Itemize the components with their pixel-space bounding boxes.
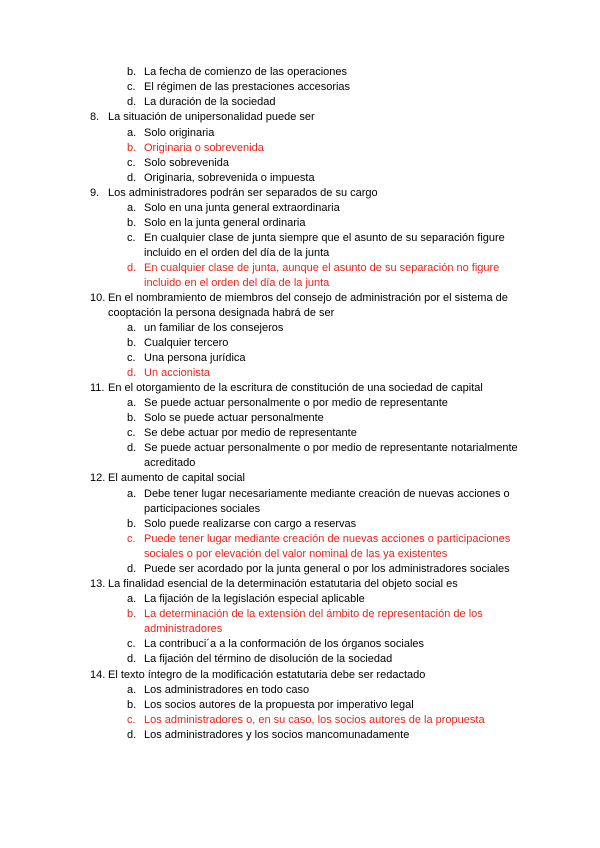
- option-letter: c.: [127, 157, 136, 169]
- option-text: Solo se puede actuar personalmente: [144, 412, 324, 424]
- option-letter: a.: [127, 593, 137, 605]
- option-letter: b.: [127, 66, 137, 78]
- option-letter: c.: [127, 714, 136, 726]
- option-letter: c.: [127, 232, 136, 244]
- option-text: Un accionista: [144, 367, 211, 379]
- option-letter: b.: [127, 412, 137, 424]
- option-text: La fecha de comienzo de las operaciones: [144, 66, 348, 78]
- option-text: incluido en el orden del día de la junta: [144, 247, 330, 259]
- option-letter: d.: [127, 172, 137, 184]
- option-letter: d.: [127, 563, 137, 575]
- option-letter: c.: [127, 533, 136, 545]
- option-letter: d.: [127, 729, 137, 741]
- option-letter: d.: [127, 442, 137, 454]
- question-number: 11.: [90, 382, 105, 394]
- question-number: 10.: [90, 292, 106, 304]
- option-text: Una persona jurídica: [144, 352, 246, 364]
- option-letter: d.: [127, 262, 137, 274]
- option-text: La contribuci´a a la conformación de los órganos sociales: [144, 638, 425, 650]
- option-letter: b.: [127, 699, 137, 711]
- question-text: En el nombramiento de miembros del consejo de administración por el sistema de: [108, 292, 508, 304]
- option-text: administradores: [144, 623, 223, 635]
- option-letter: c.: [127, 638, 136, 650]
- option-text: El régimen de las prestaciones accesorias: [144, 81, 351, 93]
- option-text: En cualquier clase de junta, aunque el asunto de su separación no figure: [144, 262, 500, 274]
- option-text: La duración de la sociedad: [144, 96, 276, 108]
- option-letter: d.: [127, 96, 137, 108]
- question-number: 8.: [90, 111, 100, 123]
- option-text: Solo en la junta general ordinaria: [144, 217, 306, 229]
- option-text: participaciones sociales: [144, 503, 261, 515]
- option-text: La fijación del término de disolución de la sociedad: [144, 653, 393, 665]
- question-text: La situación de unipersonalidad puede ser: [108, 111, 315, 123]
- option-text: Se debe actuar por medio de representante: [144, 427, 357, 439]
- option-letter: d.: [127, 367, 137, 379]
- option-text: Originaria, sobrevenida o impuesta: [144, 172, 315, 184]
- option-text: Solo sobrevenida: [144, 157, 230, 169]
- option-text: Los administradores y los socios mancomunadamente: [144, 729, 410, 741]
- option-letter: b.: [127, 337, 137, 349]
- option-text: incluido en el orden del día de la junta: [144, 277, 330, 289]
- question-number: 14.: [90, 669, 106, 681]
- question-text: cooptación la persona designada habrá de ser: [108, 307, 335, 319]
- option-letter: c.: [127, 427, 136, 439]
- option-text: Solo originaria: [144, 127, 215, 139]
- question-text: El aumento de capital social: [108, 472, 245, 484]
- option-text: Puede ser acordado por la junta general o por los administradores sociales: [144, 563, 510, 575]
- option-text: sociales o por elevación del valor nominal de las ya existentes: [144, 548, 448, 560]
- option-text: La fijación de la legislación especial aplicable: [144, 593, 365, 605]
- question-text: La finalidad esencial de la determinación estatutaria del objeto social es: [108, 578, 458, 590]
- question-number: 9.: [90, 187, 100, 199]
- option-text: Los administradores en todo caso: [144, 684, 310, 696]
- option-text: Los socios autores de la propuesta por imperativo legal: [144, 699, 414, 711]
- option-letter: a.: [127, 322, 137, 334]
- option-text: Se puede actuar personalmente o por medio de representante: [144, 397, 448, 409]
- option-letter: a.: [127, 127, 137, 139]
- option-letter: a.: [127, 397, 137, 409]
- option-text: un familiar de los consejeros: [144, 322, 284, 334]
- option-letter: a.: [127, 488, 137, 500]
- option-letter: b.: [127, 518, 137, 530]
- option-letter: c.: [127, 81, 136, 93]
- option-text: Los administradores o, en su caso, los socios autores de la propuesta: [144, 714, 485, 726]
- option-text: Debe tener lugar necesariamente mediante creación de nuevas acciones o: [144, 488, 510, 500]
- option-letter: c.: [127, 352, 136, 364]
- option-letter: b.: [127, 608, 137, 620]
- question-text: En el otorgamiento de la escritura de constitución de una sociedad de capital: [108, 382, 483, 394]
- question-text: El texto íntegro de la modificación estatutaria debe ser redactado: [108, 669, 426, 681]
- option-text: La determinación de la extensión del ámbito de representación de los: [144, 608, 483, 620]
- option-letter: a.: [127, 202, 137, 214]
- question-text: Los administradores podrán ser separados de su cargo: [108, 187, 378, 199]
- option-letter: d.: [127, 653, 137, 665]
- option-text: Se puede actuar personalmente o por medio de representante notarialmente: [144, 442, 518, 454]
- option-text: Solo en una junta general extraordinaria: [144, 202, 340, 214]
- question-number: 12.: [90, 472, 106, 484]
- option-text: Originaria o sobrevenida: [144, 142, 264, 154]
- question-number: 13.: [90, 578, 106, 590]
- option-letter: b.: [127, 217, 137, 229]
- option-text: En cualquier clase de junta siempre que el asunto de su separación figure: [144, 232, 505, 244]
- option-text: Cualquier tercero: [144, 337, 229, 349]
- option-letter: a.: [127, 684, 137, 696]
- option-letter: b.: [127, 142, 137, 154]
- option-text: Puede tener lugar mediante creación de nuevas acciones o participaciones: [144, 533, 511, 545]
- option-text: acreditado: [144, 457, 196, 469]
- option-text: Solo puede realizarse con cargo a reservas: [144, 518, 357, 530]
